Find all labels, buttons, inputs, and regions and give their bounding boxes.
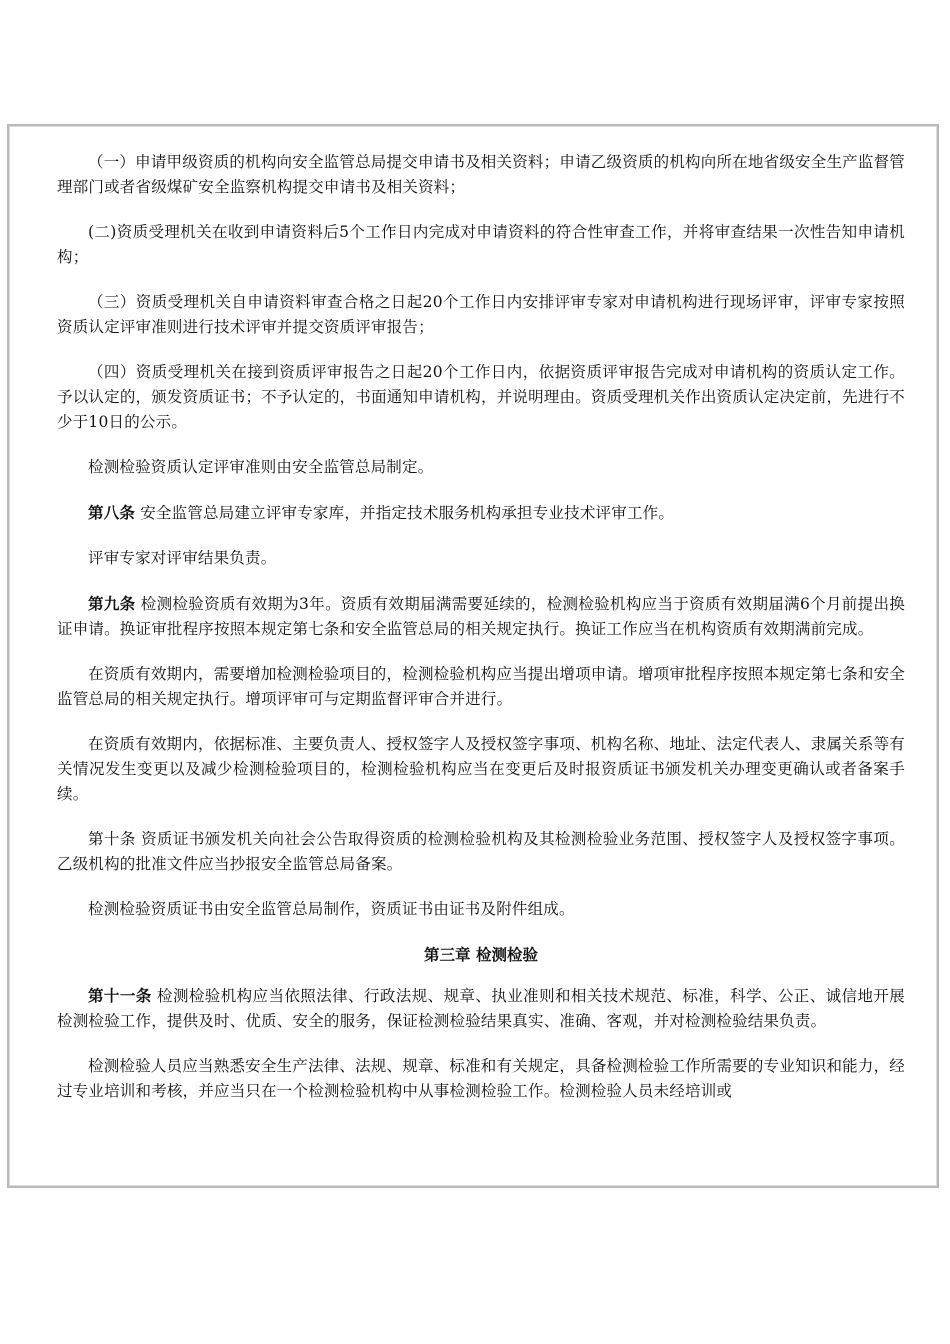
paragraph-text: 评审专家对评审结果负责。 bbox=[88, 549, 277, 567]
paragraph-text: 在资质有效期内，依据标准、主要负责人、授权签字人及授权签字事项、机构名称、地址、法定代表人、隶属关系等有关情况发生变更以及减少检测检验项目的，检测检验机构应当在变更后及时报资质证书颁发机关办理变更确认或者备案手续。 bbox=[57, 735, 905, 803]
chapter-title: 第三章 检测检验 bbox=[424, 945, 538, 964]
paragraph-text: 第十条 资质证书颁发机关向社会公告取得资质的检测检验机构及其检测检验业务范围、授权签字人及授权签字事项。乙级机构的批准文件应当抄报安全监管总局备案。 bbox=[57, 830, 905, 873]
paragraph-text: 检测检验机构应当依照法律、行政法规、规章、执业准则和相关技术规范、标准，科学、公正、诚信地开展检测检验工作，提供及时、优质、安全的服务，保证检测检验结果真实、准确、客观，并对检测检验结果负责。 bbox=[57, 987, 905, 1030]
article-11 bbox=[57, 983, 905, 1034]
article-8 bbox=[57, 500, 905, 526]
paragraph-12 bbox=[57, 897, 905, 922]
paragraph-7 bbox=[57, 546, 905, 571]
paragraph-text: （一）申请甲级资质的机构向安全监管总局提交申请书及相关资料；申请乙级资质的机构向所在地省级安全生产监督管理部门或者省级煤矿安全监察机构提交申请书及相关资料； bbox=[57, 153, 905, 196]
paragraph-4 bbox=[57, 360, 905, 435]
paragraph-text: （四）资质受理机关在接到资质评审报告之日起20个工作日内，依据资质评审报告完成对申请机构的资质认定工作。予以认定的，颁发资质证书；不予认定的，书面通知申请机构，并说明理由。资质受理机关作出资质认定决定前，先进行不少于10日的公示。 bbox=[57, 363, 905, 431]
article-heading: 第九条 bbox=[88, 594, 136, 613]
paragraph-10 bbox=[57, 732, 905, 807]
paragraph-2 bbox=[57, 220, 905, 270]
paragraph-text: (二)资质受理机关在收到申请资料后5个工作日内完成对申请资料的符合性审查工作，并将审查结果一次性告知申请机构； bbox=[57, 223, 905, 266]
article-heading: 第十一条 bbox=[88, 986, 152, 1005]
paragraph-1 bbox=[57, 150, 905, 200]
article-10 bbox=[57, 827, 905, 877]
article-heading: 第八条 bbox=[88, 503, 136, 522]
paragraph-text: 检测检验资质证书由安全监管总局制作，资质证书由证书及附件组成。 bbox=[88, 900, 575, 918]
paragraph-text: 检测检验资质认定评审准则由安全监管总局制定。 bbox=[88, 458, 434, 476]
paragraph-text: 检测检验资质有效期为3年。资质有效期届满需要延续的，检测检验机构应当于资质有效期届满6个月前提出换证申请。换证审批程序按照本规定第七条和安全监管总局的相关规定执行。换证工作应当在机构资质有效期满前完成。 bbox=[57, 595, 905, 638]
document-frame bbox=[7, 124, 939, 1188]
paragraph-text: （三）资质受理机关自申请资料审查合格之日起20个工作日内安排评审专家对申请机构进行现场评审，评审专家按照资质认定评审准则进行技术评审并提交资质评审报告； bbox=[57, 293, 905, 336]
document-body bbox=[57, 150, 905, 1124]
paragraph-text: 在资质有效期内，需要增加检测检验项目的，检测检验机构应当提出增项申请。增项审批程序按照本规定第七条和安全监管总局的相关规定执行。增项评审可与定期监督评审合并进行。 bbox=[57, 665, 905, 708]
paragraph-text: 检测检验人员应当熟悉安全生产法律、法规、规章、标准和有关规定，具备检测检验工作所需要的专业知识和能力，经过专业培训和考核，并应当只在一个检测检验机构中从事检测检验工作。检测检验人员未经培训或 bbox=[57, 1057, 905, 1100]
paragraph-text: 安全监管总局建立评审专家库，并指定技术服务机构承担专业技术评审工作。 bbox=[135, 504, 675, 522]
paragraph-14 bbox=[57, 1054, 905, 1104]
paragraph-5 bbox=[57, 455, 905, 480]
paragraph-9 bbox=[57, 662, 905, 712]
paragraph-3 bbox=[57, 290, 905, 340]
article-9 bbox=[57, 591, 905, 642]
